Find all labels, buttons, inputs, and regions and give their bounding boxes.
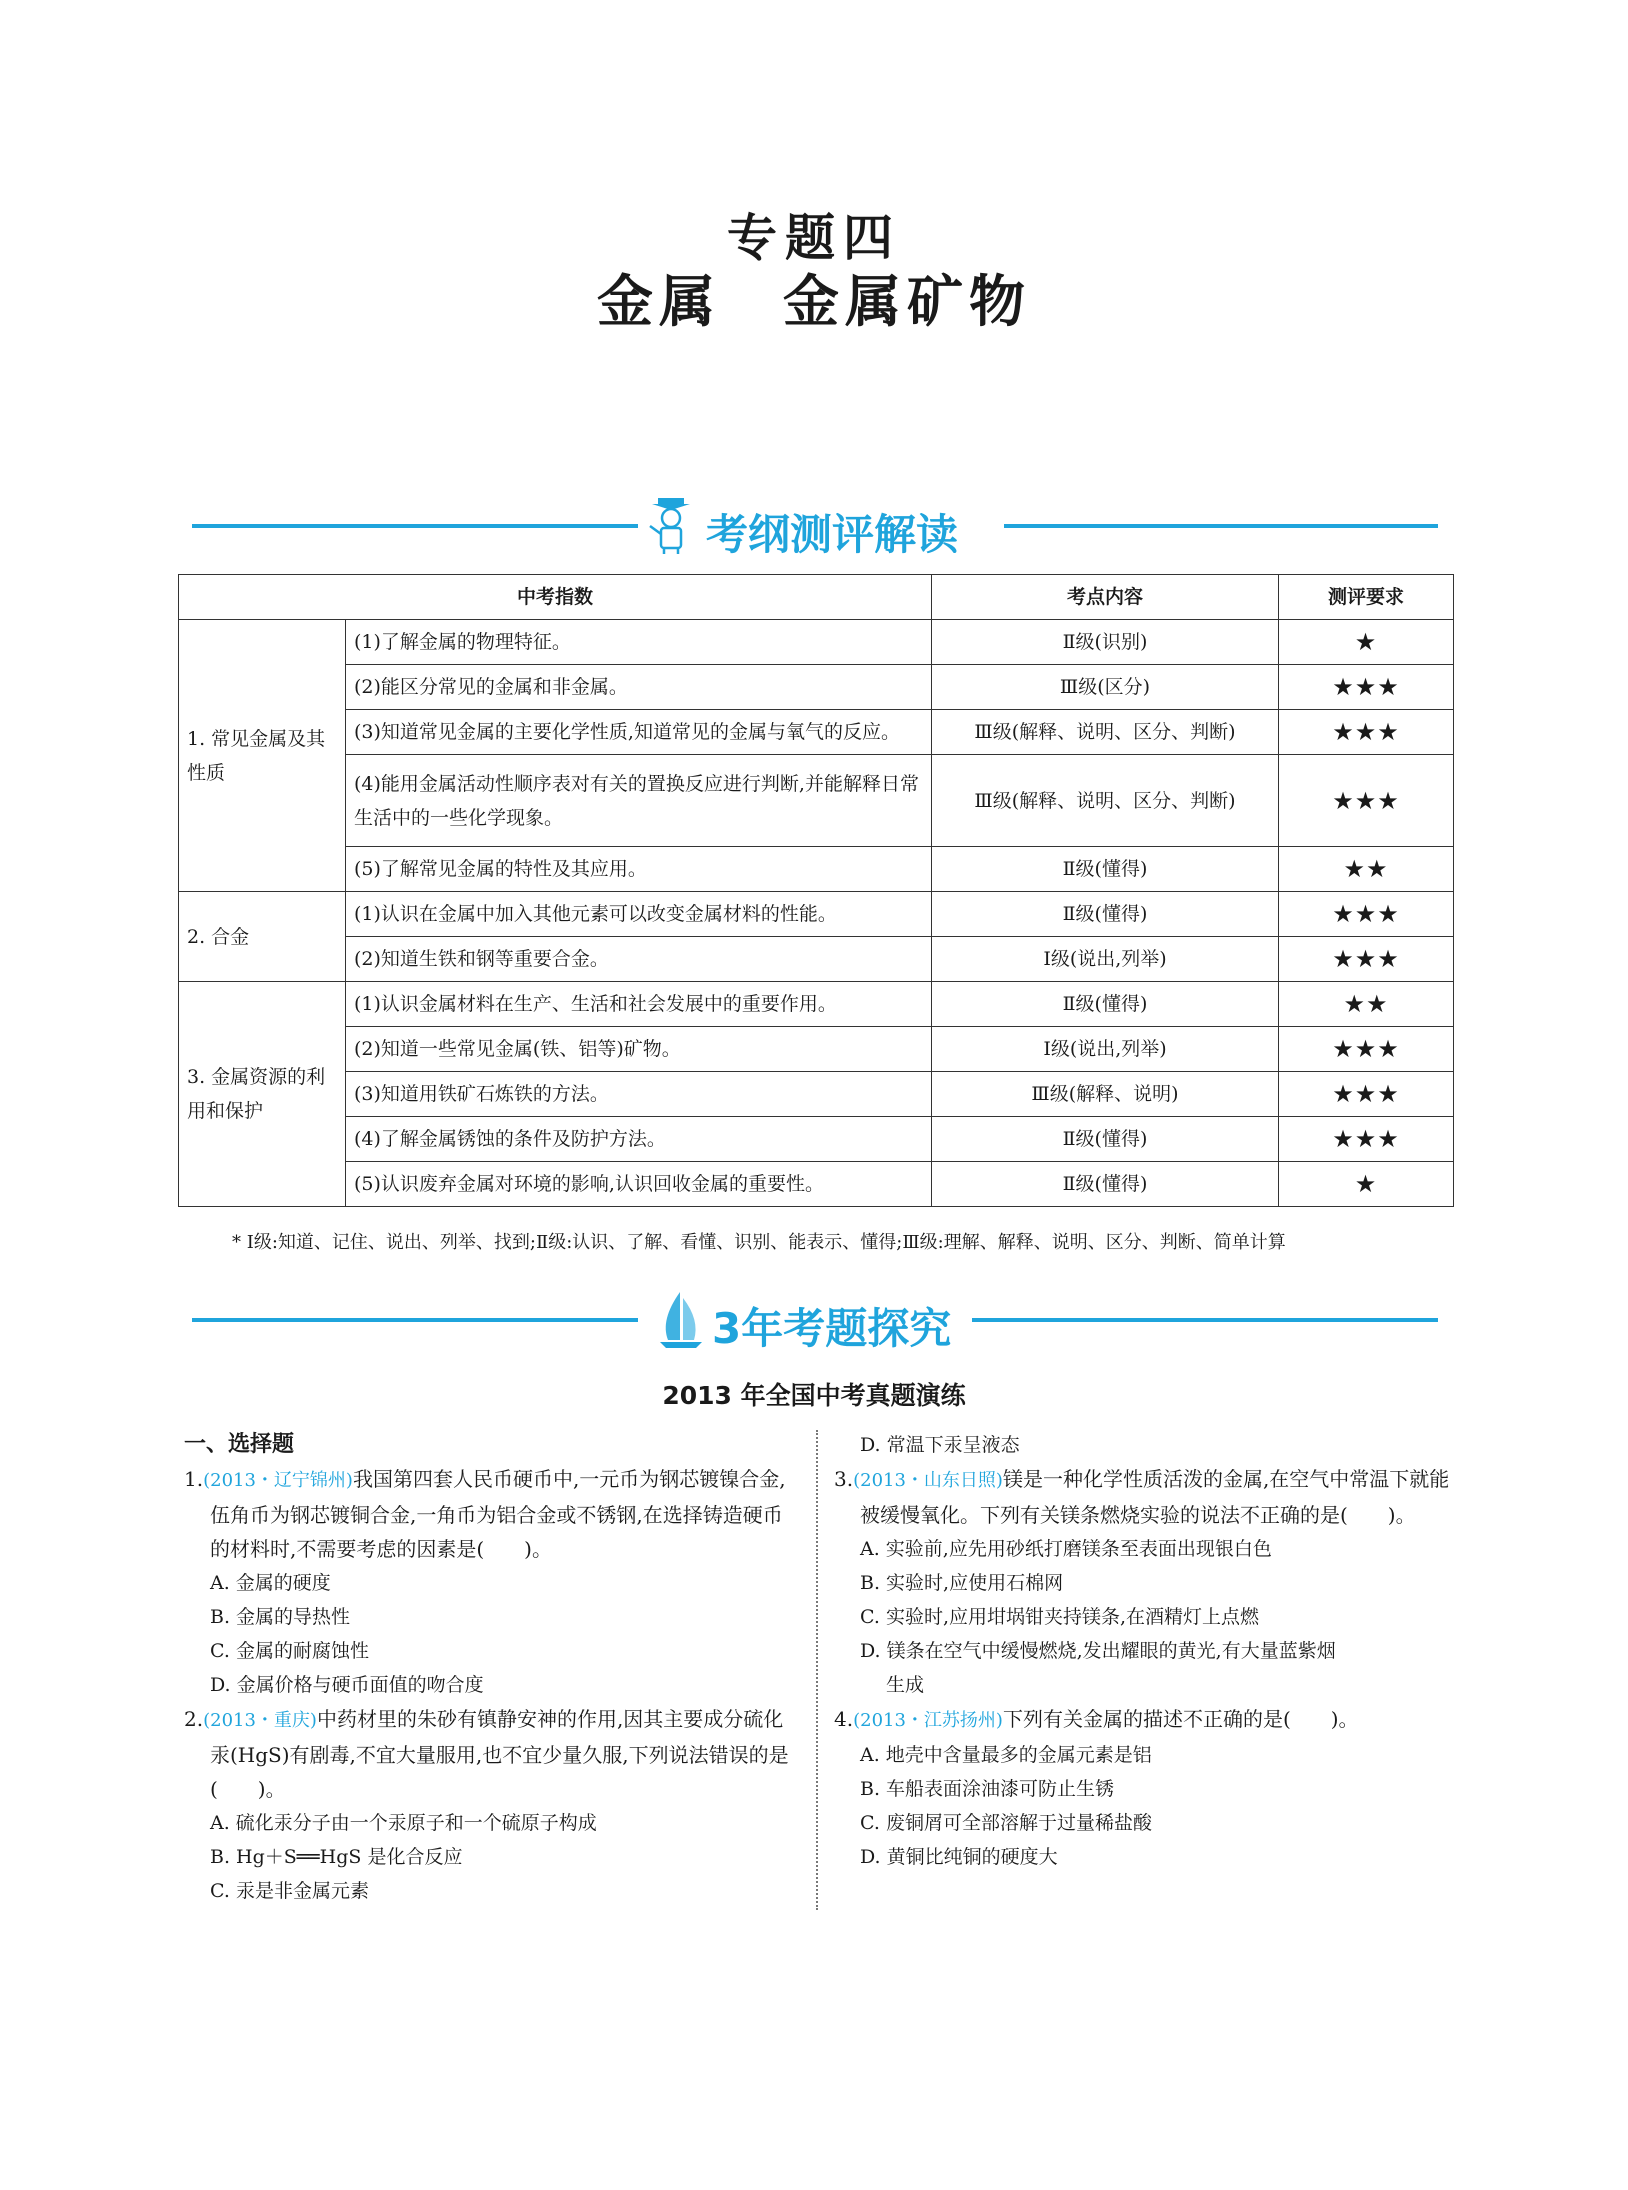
item-cell: (1)了解金属的物理特征。	[346, 620, 932, 665]
stars-cell: ★★★	[1279, 1072, 1454, 1117]
banner-line-right	[1004, 524, 1438, 528]
header-requirement: 测评要求	[1279, 575, 1454, 620]
option-d[interactable]: D. 常温下汞呈液态	[860, 1434, 1020, 1456]
level-cell: Ⅰ级(说出,列举)	[932, 1027, 1279, 1072]
level-cell: Ⅱ级(懂得)	[932, 1117, 1279, 1162]
option-a[interactable]: A. 金属的硬度	[210, 1572, 331, 1594]
option-c[interactable]: C. 废铜屑可全部溶解于过量稀盐酸	[860, 1812, 1152, 1834]
left-column	[184, 1428, 800, 1908]
banner-line-left	[192, 524, 638, 528]
topic-title: 金属 金属矿物	[597, 270, 1031, 335]
option-d[interactable]: D. 镁条在空气中缓慢燃烧,发出耀眼的黄光,有大量蓝紫烟	[860, 1640, 1336, 1662]
table-row	[179, 937, 1454, 982]
question-text: 中药材里的朱砂有镇静安神的作用,因其主要成分硫化汞(HgS)有剧毒,不宜大量服用,也不宜少量久服,下列说法错误的是( )。	[210, 1707, 789, 1801]
option-c[interactable]: C. 金属的耐腐蚀性	[210, 1640, 369, 1662]
banner-title-outline: 考纲测评解读	[706, 510, 959, 559]
question-source: (2013・辽宁锦州)	[203, 1470, 353, 1491]
item-cell: (1)认识在金属中加入其他元素可以改变金属材料的性能。	[346, 892, 932, 937]
level-cell: Ⅱ级(懂得)	[932, 1162, 1279, 1207]
item-cell: (4)了解金属锈蚀的条件及防护方法。	[346, 1117, 932, 1162]
question-3	[834, 1462, 1454, 1532]
banner-outline	[192, 496, 1438, 559]
option-b[interactable]: B. 金属的导热性	[210, 1606, 351, 1628]
level-cell: Ⅱ级(懂得)	[932, 892, 1279, 937]
outline-table	[178, 574, 1454, 1207]
level-cell: Ⅱ级(懂得)	[932, 982, 1279, 1027]
banner-title-exam: 3年考题探究	[712, 1304, 952, 1353]
option-b[interactable]: B. 实验时,应使用石棉网	[860, 1572, 1064, 1594]
category-cell: 1. 常见金属及其性质	[179, 620, 346, 892]
item-cell: (3)知道常见金属的主要化学性质,知道常见的金属与氧气的反应。	[346, 710, 932, 755]
exam-subtitle: 2013 年全国中考真题演练	[662, 1381, 966, 1410]
table-header-row	[179, 575, 1454, 620]
table-row	[179, 755, 1454, 847]
stars-cell: ★★★	[1279, 892, 1454, 937]
option-a[interactable]: A. 实验前,应先用砂纸打磨镁条至表面出现银白色	[860, 1538, 1272, 1560]
question-text: 镁是一种化学性质活泼的金属,在空气中常温下就能被缓慢氧化。下列有关镁条燃烧实验的说法不正确的是( )。	[860, 1467, 1450, 1527]
stars-cell: ★★★	[1279, 665, 1454, 710]
stars-cell: ★★★	[1279, 937, 1454, 982]
section-heading: 一、选择题	[184, 1432, 295, 1457]
category-cell: 3. 金属资源的利用和保护	[179, 982, 346, 1207]
table-row	[179, 1027, 1454, 1072]
question-number: 3.	[834, 1467, 854, 1491]
stars-cell: ★	[1279, 1162, 1454, 1207]
item-cell: (1)认识金属材料在生产、生活和社会发展中的重要作用。	[346, 982, 932, 1027]
banner-line-right	[972, 1318, 1438, 1322]
topic-number: 专题四	[727, 209, 901, 267]
level-cell: Ⅲ级(区分)	[932, 665, 1279, 710]
banner-exam	[192, 1290, 1438, 1353]
question-number: 1.	[184, 1467, 204, 1491]
table-row	[179, 620, 1454, 665]
stars-cell: ★★★	[1279, 1027, 1454, 1072]
header-index: 中考指数	[179, 575, 932, 620]
item-cell: (2)知道生铁和钢等重要合金。	[346, 937, 932, 982]
level-cell: Ⅰ级(说出,列举)	[932, 937, 1279, 982]
item-cell: (2)能区分常见的金属和非金属。	[346, 665, 932, 710]
option-a[interactable]: A. 硫化汞分子由一个汞原子和一个硫原子构成	[210, 1812, 597, 1834]
item-cell: (5)认识废弃金属对环境的影响,认识回收金属的重要性。	[346, 1162, 932, 1207]
table-row	[179, 1072, 1454, 1117]
question-1	[184, 1462, 800, 1566]
stars-cell: ★★★	[1279, 710, 1454, 755]
question-2	[184, 1702, 800, 1806]
question-text: 我国第四套人民币硬币中,一元币为钢芯镀镍合金,伍角币为钢芯镀铜合金,一角币为铝合金或不锈钢,在选择铸造硬币的材料时,不需要考虑的因素是( )。	[210, 1467, 786, 1561]
level-cell: Ⅱ级(懂得)	[932, 847, 1279, 892]
option-d[interactable]: D. 金属价格与硬币面值的吻合度	[210, 1674, 484, 1696]
table-row	[179, 847, 1454, 892]
question-source: (2013・江苏扬州)	[853, 1710, 1003, 1731]
level-cell: Ⅲ级(解释、说明、区分、判断)	[932, 710, 1279, 755]
item-cell: (5)了解常见金属的特性及其应用。	[346, 847, 932, 892]
question-4	[834, 1702, 1454, 1738]
table-row	[179, 1162, 1454, 1207]
option-c[interactable]: C. 汞是非金属元素	[210, 1880, 369, 1902]
column-divider	[816, 1430, 818, 1910]
option-d[interactable]: D. 黄铜比纯铜的硬度大	[860, 1846, 1058, 1868]
category-cell: 2. 合金	[179, 892, 346, 982]
stars-cell: ★★★	[1279, 1117, 1454, 1162]
table-row	[179, 665, 1454, 710]
table-row	[179, 982, 1454, 1027]
option-b[interactable]: B. 车船表面涂油漆可防止生锈	[860, 1778, 1115, 1800]
level-cell: Ⅲ级(解释、说明、区分、判断)	[932, 755, 1279, 847]
item-cell: (4)能用金属活动性顺序表对有关的置换反应进行判断,并能解释日常生活中的一些化学现象。	[346, 755, 932, 847]
option-d-continued: 生成	[886, 1674, 925, 1696]
stars-cell: ★★	[1279, 982, 1454, 1027]
level-cell: Ⅲ级(解释、说明)	[932, 1072, 1279, 1117]
option-b[interactable]: B. Hg＋S══HgS 是化合反应	[210, 1846, 463, 1868]
banner-line-left	[192, 1318, 638, 1322]
sailboat-icon	[654, 1290, 708, 1350]
question-source: (2013・山东日照)	[853, 1470, 1003, 1491]
level-footnote: * Ⅰ级:知道、记住、说出、列举、找到;Ⅱ级:认识、了解、看懂、识别、能表示、懂得;Ⅲ级:理解、解释、说明、区分、判断、简单计算	[232, 1232, 1286, 1253]
table-row	[179, 710, 1454, 755]
stars-cell: ★★	[1279, 847, 1454, 892]
option-a[interactable]: A. 地壳中含量最多的金属元素是铝	[860, 1744, 1152, 1766]
item-cell: (2)知道一些常见金属(铁、铝等)矿物。	[346, 1027, 932, 1072]
item-cell: (3)知道用铁矿石炼铁的方法。	[346, 1072, 932, 1117]
table-row	[179, 1117, 1454, 1162]
stars-cell: ★	[1279, 620, 1454, 665]
table-row	[179, 892, 1454, 937]
teacher-mascot-icon	[644, 496, 698, 556]
right-column	[834, 1428, 1454, 1874]
header-content: 考点内容	[932, 575, 1279, 620]
question-text: 下列有关金属的描述不正确的是( )。	[1002, 1707, 1359, 1731]
option-c[interactable]: C. 实验时,应用坩埚钳夹持镁条,在酒精灯上点燃	[860, 1606, 1260, 1628]
stars-cell: ★★★	[1279, 755, 1454, 847]
question-number: 2.	[184, 1707, 204, 1731]
question-number: 4.	[834, 1707, 854, 1731]
level-cell: Ⅱ级(识别)	[932, 620, 1279, 665]
question-source: (2013・重庆)	[203, 1710, 317, 1731]
